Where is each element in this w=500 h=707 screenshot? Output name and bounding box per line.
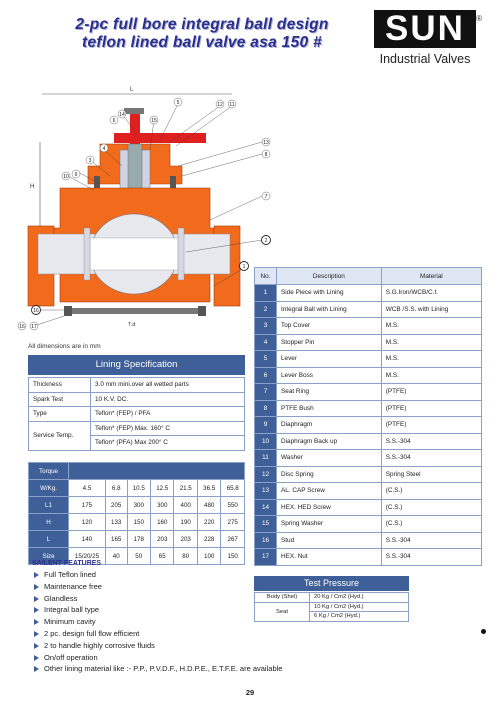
list-item bbox=[34, 569, 282, 581]
table-row bbox=[29, 392, 245, 407]
svg-text:16: 16 bbox=[19, 324, 25, 330]
torque-cell: 203 bbox=[174, 531, 197, 548]
torque-cell: 550 bbox=[221, 497, 245, 514]
svg-text:15: 15 bbox=[151, 118, 157, 124]
part-description: Diaphragm Back up bbox=[277, 433, 382, 450]
col-no: No. bbox=[255, 268, 277, 285]
svg-text:2: 2 bbox=[264, 238, 268, 244]
list-item bbox=[34, 604, 282, 616]
table-row bbox=[29, 531, 245, 548]
logo-subtitle: Industrial Valves bbox=[379, 52, 471, 66]
torque-cell: 21.5 bbox=[174, 480, 197, 497]
part-no: 10 bbox=[255, 433, 277, 450]
page-number: 29 bbox=[245, 688, 255, 697]
part-material: (C.S.) bbox=[381, 499, 481, 516]
torque-cell: 480 bbox=[197, 497, 220, 514]
torque-cell: 267 bbox=[221, 531, 245, 548]
part-material: WCB /S.S. with Lining bbox=[381, 301, 481, 318]
table-row bbox=[255, 549, 482, 566]
bullet-arrow-icon bbox=[34, 643, 39, 649]
valve-section-drawing bbox=[0, 80, 280, 342]
torque-cell: 133 bbox=[105, 514, 127, 531]
bullet-arrow-icon bbox=[34, 655, 39, 661]
svg-text:7: 7 bbox=[264, 194, 268, 200]
torque-cell: 228 bbox=[197, 531, 220, 548]
torque-row-label: H bbox=[29, 514, 69, 531]
table-row bbox=[255, 367, 482, 384]
parts-table-body bbox=[255, 285, 482, 566]
torque-cell: 400 bbox=[174, 497, 197, 514]
part-no: 8 bbox=[255, 400, 277, 417]
svg-text:10: 10 bbox=[63, 174, 69, 180]
feature-text: Other lining material like :- P.P., P.V.D.F., H.D.P.E., E.T.F.E. are available bbox=[44, 664, 283, 674]
list-item bbox=[34, 652, 282, 664]
list-item bbox=[34, 581, 282, 593]
feature-text: Glandless bbox=[44, 593, 78, 603]
dimensions-note: All dimensions are in mm bbox=[28, 343, 101, 350]
lining-spec-table bbox=[28, 377, 245, 451]
table-row bbox=[29, 514, 245, 531]
torque-cell: 150 bbox=[221, 548, 245, 565]
part-material: (PTFE) bbox=[381, 400, 481, 417]
table-row bbox=[255, 384, 482, 401]
page-title bbox=[52, 16, 352, 52]
part-material: Spring Steel bbox=[381, 466, 481, 483]
body-stud bbox=[70, 308, 200, 314]
part-description: Washer bbox=[277, 450, 382, 467]
table-row bbox=[255, 400, 482, 417]
pressure-value: 20 Kg / Cm2 (Hyd.) bbox=[310, 593, 409, 603]
part-description: Diaphragm bbox=[277, 417, 382, 434]
lining-value: 10 K.V. DC. bbox=[91, 392, 245, 407]
part-description: Side Piece with Lining bbox=[277, 285, 382, 302]
seat-ring-right bbox=[178, 228, 184, 280]
svg-text:12: 12 bbox=[217, 102, 223, 108]
part-material: S.S.-304 bbox=[381, 450, 481, 467]
pressure-value: 10 Kg / Cm2 (Hyd.) bbox=[310, 602, 409, 612]
salient-features-list bbox=[34, 569, 282, 675]
torque-table-body bbox=[29, 480, 245, 565]
torque-cell: 178 bbox=[127, 531, 150, 548]
feature-text: Integral ball type bbox=[44, 605, 100, 615]
part-material: M.S. bbox=[381, 367, 481, 384]
part-no: 11 bbox=[255, 450, 277, 467]
hex-nut-right bbox=[198, 306, 206, 316]
part-description: Lever bbox=[277, 351, 382, 368]
torque-cell: 4.5 bbox=[69, 480, 106, 497]
torque-cell: 190 bbox=[174, 514, 197, 531]
torque-row-label: Size bbox=[29, 548, 69, 565]
part-no: 15 bbox=[255, 516, 277, 533]
test-pressure-table bbox=[254, 592, 409, 622]
torque-cell: 120 bbox=[69, 514, 106, 531]
svg-text:17: 17 bbox=[31, 324, 37, 330]
part-no: 17 bbox=[255, 549, 277, 566]
list-item bbox=[34, 616, 282, 628]
bullet-arrow-icon bbox=[34, 596, 39, 602]
part-no: 3 bbox=[255, 318, 277, 335]
dim-label-bolts: T.d bbox=[128, 322, 136, 328]
lining-value: Teflon* (FEP) / PFA bbox=[91, 407, 245, 422]
svg-text:9: 9 bbox=[74, 172, 78, 178]
feature-text: On/off operation bbox=[44, 652, 98, 662]
part-material: (C.S.) bbox=[381, 483, 481, 500]
table-row bbox=[255, 602, 409, 612]
ball-port bbox=[90, 238, 178, 270]
table-row bbox=[29, 407, 245, 422]
part-no: 12 bbox=[255, 466, 277, 483]
torque-cell: 160 bbox=[150, 514, 173, 531]
bullet-arrow-icon bbox=[34, 584, 39, 590]
list-item bbox=[34, 593, 282, 605]
part-description: HEX. HED Screw bbox=[277, 499, 382, 516]
feature-text: 2 to handle highly corrosive fluids bbox=[44, 640, 155, 650]
svg-text:11: 11 bbox=[229, 102, 235, 108]
feature-text: Minimum cavity bbox=[44, 617, 96, 627]
part-material: S.G.Iron/WCB/C.I. bbox=[381, 285, 481, 302]
part-no: 2 bbox=[255, 301, 277, 318]
seat-ring-left bbox=[84, 228, 90, 280]
table-row bbox=[255, 499, 482, 516]
part-description: Stopper Pin bbox=[277, 334, 382, 351]
torque-cell: 300 bbox=[150, 497, 173, 514]
part-no: 6 bbox=[255, 367, 277, 384]
part-no: 16 bbox=[255, 532, 277, 549]
lever-stem bbox=[130, 112, 140, 144]
part-description: PTFE Bush bbox=[277, 400, 382, 417]
part-material: S.S.-304 bbox=[381, 549, 481, 566]
test-pressure-heading: Test Pressure bbox=[254, 576, 409, 591]
dim-label-H: H bbox=[30, 184, 35, 190]
part-material: (PTFE) bbox=[381, 417, 481, 434]
table-row bbox=[255, 532, 482, 549]
torque-cell: 203 bbox=[150, 531, 173, 548]
part-description: Disc Spring bbox=[277, 466, 382, 483]
hex-nut-left bbox=[64, 306, 72, 316]
svg-text:4: 4 bbox=[102, 146, 106, 152]
bullet-arrow-icon bbox=[34, 619, 39, 625]
lining-key: Service Temp. bbox=[29, 421, 91, 450]
lining-value: Teflon* (PFA) Max 200° C bbox=[91, 436, 245, 451]
svg-text:1: 1 bbox=[242, 264, 246, 270]
table-row bbox=[255, 417, 482, 434]
torque-cell: 40 bbox=[105, 548, 127, 565]
svg-text:8: 8 bbox=[264, 152, 268, 158]
torque-dimension-table bbox=[28, 462, 245, 565]
part-no: 13 bbox=[255, 483, 277, 500]
part-description: HEX. Nut bbox=[277, 549, 382, 566]
svg-text:3: 3 bbox=[88, 158, 92, 164]
bullet-arrow-icon bbox=[34, 631, 39, 637]
table-row bbox=[29, 421, 245, 436]
table-row bbox=[255, 483, 482, 500]
parts-table-header bbox=[255, 268, 482, 285]
table-row bbox=[255, 301, 482, 318]
table-row bbox=[29, 480, 245, 497]
torque-cell: 50 bbox=[127, 548, 150, 565]
torque-cell: 300 bbox=[127, 497, 150, 514]
torque-header-row bbox=[29, 463, 245, 480]
table-row bbox=[29, 497, 245, 514]
lining-key: Spark Test bbox=[29, 392, 91, 407]
pressure-key: Seat bbox=[255, 602, 310, 621]
lining-key: Thickness bbox=[29, 378, 91, 393]
lining-key: Type bbox=[29, 407, 91, 422]
part-material: (C.S.) bbox=[381, 516, 481, 533]
part-no: 14 bbox=[255, 499, 277, 516]
torque-cell: 275 bbox=[221, 514, 245, 531]
svg-text:6: 6 bbox=[112, 118, 116, 124]
list-item bbox=[34, 663, 282, 675]
lining-value: Teflon* (FEP) Max. 160° C bbox=[91, 421, 245, 436]
torque-cell: 140 bbox=[69, 531, 106, 548]
torque-cell: 12.5 bbox=[150, 480, 173, 497]
torque-row-label: L bbox=[29, 531, 69, 548]
logo-word: SUN bbox=[374, 10, 476, 48]
part-description: Lever Boss bbox=[277, 367, 382, 384]
col-material: Material bbox=[381, 268, 481, 285]
bullet-arrow-icon bbox=[34, 572, 39, 578]
table-row bbox=[29, 378, 245, 393]
torque-cell: 10.5 bbox=[127, 480, 150, 497]
lining-spec-heading: Lining Specification bbox=[28, 355, 245, 375]
torque-cell: 36.5 bbox=[197, 480, 220, 497]
torque-cell: 80 bbox=[174, 548, 197, 565]
lever-nut bbox=[124, 108, 144, 114]
torque-heading: Torque bbox=[29, 463, 69, 480]
svg-text:13: 13 bbox=[263, 140, 269, 146]
torque-cell: 165 bbox=[105, 531, 127, 548]
title-line-2: teflon lined ball valve asa 150 # bbox=[82, 34, 322, 51]
table-row bbox=[255, 318, 482, 335]
part-material: M.S. bbox=[381, 334, 481, 351]
feature-text: 2 pc. design full flow efficient bbox=[44, 628, 140, 638]
bullet-arrow-icon bbox=[34, 666, 39, 672]
col-description: Description bbox=[277, 268, 382, 285]
torque-row-label: L1 bbox=[29, 497, 69, 514]
feature-text: Full Teflon lined bbox=[44, 570, 96, 579]
lining-value: 3.0 mm mini.over all wetted parts bbox=[91, 378, 245, 393]
part-description: AL. CAP Screw bbox=[277, 483, 382, 500]
torque-cell: 150 bbox=[127, 514, 150, 531]
torque-cell: 15/20/25 bbox=[69, 548, 106, 565]
torque-cell: 100 bbox=[197, 548, 220, 565]
part-no: 7 bbox=[255, 384, 277, 401]
part-material: M.S. bbox=[381, 318, 481, 335]
torque-cell: 65.8 bbox=[221, 480, 245, 497]
bullet-dot bbox=[481, 629, 486, 634]
table-row bbox=[255, 334, 482, 351]
part-description: Spring Washer bbox=[277, 516, 382, 533]
table-row bbox=[255, 433, 482, 450]
registered-mark: ® bbox=[476, 14, 482, 23]
list-item bbox=[34, 628, 282, 640]
part-material: M.S. bbox=[381, 351, 481, 368]
feature-text: Maintenance free bbox=[44, 581, 102, 591]
torque-cell: 6.8 bbox=[105, 480, 127, 497]
part-no: 4 bbox=[255, 334, 277, 351]
list-item bbox=[34, 640, 282, 652]
title-line-1: 2-pc full bore integral ball design bbox=[75, 16, 329, 33]
table-row bbox=[255, 466, 482, 483]
part-material: S.S.-304 bbox=[381, 532, 481, 549]
table-row bbox=[255, 285, 482, 302]
bullet-arrow-icon bbox=[34, 607, 39, 613]
salient-features-title: SAILENT FEATURES bbox=[32, 560, 102, 567]
torque-cell: 205 bbox=[105, 497, 127, 514]
part-description: Stud bbox=[277, 532, 382, 549]
table-row bbox=[255, 516, 482, 533]
torque-cell: 220 bbox=[197, 514, 220, 531]
svg-text:5: 5 bbox=[176, 100, 180, 106]
dim-label-L: L bbox=[130, 87, 134, 93]
part-no: 9 bbox=[255, 417, 277, 434]
torque-cell: 65 bbox=[150, 548, 173, 565]
svg-text:14: 14 bbox=[119, 112, 125, 118]
part-no: 1 bbox=[255, 285, 277, 302]
sun-logo bbox=[366, 10, 484, 72]
parts-material-table bbox=[254, 267, 482, 566]
part-material: S.S.-304 bbox=[381, 433, 481, 450]
svg-text:16: 16 bbox=[33, 308, 39, 314]
part-material: (PTFE) bbox=[381, 384, 481, 401]
pressure-key: Body (Shel) bbox=[255, 593, 310, 603]
part-description: Top Cover bbox=[277, 318, 382, 335]
table-row bbox=[255, 593, 409, 603]
part-no: 5 bbox=[255, 351, 277, 368]
pressure-value: 6 Kg / Cm2 (Hyd.) bbox=[310, 612, 409, 622]
torque-row-label: W/Kg. bbox=[29, 480, 69, 497]
part-description: Integral Ball with Lining bbox=[277, 301, 382, 318]
table-row bbox=[255, 351, 482, 368]
table-row bbox=[255, 450, 482, 467]
torque-cell: 175 bbox=[69, 497, 106, 514]
torque-header-fill bbox=[69, 463, 245, 480]
part-description: Seat Ring bbox=[277, 384, 382, 401]
